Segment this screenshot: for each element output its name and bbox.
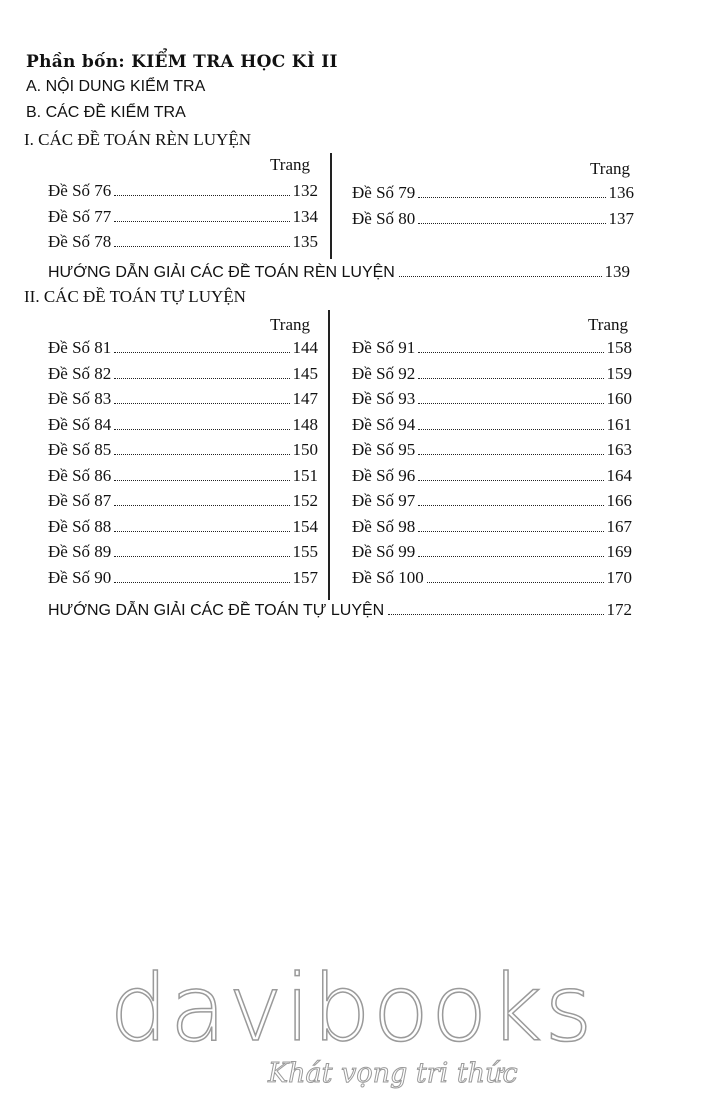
section-2-guide-entry <box>48 600 632 624</box>
entry-page: 137 <box>608 208 634 228</box>
toc-entry <box>48 517 318 541</box>
guide-page: 172 <box>606 600 632 619</box>
entry-page: 158 <box>606 338 632 357</box>
toc-entry <box>48 415 318 439</box>
leader-dots <box>114 531 289 532</box>
leader-dots <box>418 454 603 455</box>
entry-label: Đề Số 99 <box>352 542 416 561</box>
entry-label: Đề Số 79 <box>352 183 416 202</box>
entry-page: 157 <box>292 567 318 587</box>
entry-label: Đề Số 92 <box>352 363 416 383</box>
toc-entry <box>352 209 634 233</box>
entry-label: Đề Số 80 <box>352 208 416 228</box>
leader-dots <box>418 223 605 224</box>
entry-label: Đề Số 87 <box>48 491 112 510</box>
leader-dots <box>418 531 603 532</box>
toc-entry <box>48 181 318 205</box>
leader-dots <box>418 352 603 353</box>
entry-page: 151 <box>292 465 318 485</box>
entry-label: Đề Số 84 <box>48 414 112 434</box>
toc-entry <box>352 364 632 388</box>
entry-label: Đề Số 85 <box>48 440 112 459</box>
entry-label: Đề Số 97 <box>352 491 416 510</box>
guide-label: HƯỚNG DẪN GIẢI CÁC ĐỀ TOÁN TỰ LUYỆN <box>48 602 385 619</box>
toc-entry <box>48 491 318 515</box>
leader-dots <box>114 221 289 222</box>
entry-page: 161 <box>606 414 632 434</box>
section-2-column-divider <box>328 310 330 600</box>
entry-label: Đề Số 91 <box>352 338 416 357</box>
guide-label: HƯỚNG DẪN GIẢI CÁC ĐỀ TOÁN RÈN LUYỆN <box>48 264 395 281</box>
entry-page: 147 <box>292 389 318 408</box>
entry-page: 132 <box>292 181 318 200</box>
entry-label: Đề Số 83 <box>48 389 112 408</box>
toc-entry <box>48 232 318 256</box>
guide-page: 139 <box>604 262 630 281</box>
leader-dots <box>114 352 289 353</box>
entry-label: Đề Số 78 <box>48 232 112 251</box>
leader-dots <box>114 480 289 481</box>
leader-dots <box>418 480 603 481</box>
leader-dots <box>114 403 289 404</box>
leader-dots <box>114 429 289 430</box>
section-1-column-divider <box>330 153 332 259</box>
entry-page: 170 <box>606 567 632 587</box>
entry-page: 148 <box>292 414 318 434</box>
leader-dots <box>114 556 289 557</box>
entry-page: 160 <box>606 389 632 408</box>
section-a-heading: A. NỘI DUNG KIỂM TRA <box>26 78 206 95</box>
leader-dots <box>418 429 603 430</box>
entry-label: Đề Số 94 <box>352 414 416 434</box>
toc-entry <box>48 568 318 592</box>
toc-entry <box>48 364 318 388</box>
watermark-logo: davibooks <box>109 955 595 1062</box>
section-2-page-header-right: Trang <box>588 315 628 334</box>
section-1-guide-entry <box>48 262 630 286</box>
leader-dots <box>427 582 604 583</box>
toc-entry <box>352 542 632 566</box>
entry-label: Đề Số 98 <box>352 516 416 536</box>
toc-entry <box>48 338 318 362</box>
entry-page: 134 <box>292 206 318 226</box>
leader-dots <box>418 505 603 506</box>
entry-label: Đề Số 82 <box>48 363 112 383</box>
entry-label: Đề Số 76 <box>48 181 112 200</box>
section-1-page-header-left: Trang <box>270 155 310 174</box>
entry-label: Đề Số 86 <box>48 465 112 485</box>
section-2-title: II. CÁC ĐỀ TOÁN TỰ LUYỆN <box>24 287 246 306</box>
leader-dots <box>418 556 603 557</box>
section-1-page-header-right: Trang <box>590 159 630 178</box>
entry-page: 159 <box>606 363 632 383</box>
toc-entry <box>352 389 632 413</box>
part-title: Phần bốn: KIỂM TRA HỌC KÌ II <box>26 52 338 72</box>
leader-dots <box>114 246 289 247</box>
entry-page: 163 <box>606 440 632 459</box>
leader-dots <box>114 454 289 455</box>
entry-page: 169 <box>606 542 632 561</box>
entry-page: 150 <box>292 440 318 459</box>
toc-entry <box>48 542 318 566</box>
entry-page: 166 <box>606 491 632 510</box>
toc-entry <box>48 466 318 490</box>
entry-label: Đề Số 89 <box>48 542 112 561</box>
entry-page: 145 <box>292 363 318 383</box>
leader-dots <box>388 614 603 615</box>
toc-entry <box>352 440 632 464</box>
entry-label: Đề Số 88 <box>48 516 112 536</box>
leader-dots <box>418 378 603 379</box>
leader-dots <box>399 276 602 277</box>
entry-label: Đề Số 77 <box>48 206 112 226</box>
toc-entry <box>352 183 634 207</box>
entry-page: 152 <box>292 491 318 510</box>
leader-dots <box>114 195 289 196</box>
entry-page: 154 <box>292 516 318 536</box>
toc-entry <box>352 491 632 515</box>
toc-entry <box>352 338 632 362</box>
toc-entry <box>352 568 632 592</box>
entry-page: 164 <box>606 465 632 485</box>
entry-page: 136 <box>608 183 634 202</box>
leader-dots <box>114 505 289 506</box>
toc-entry <box>352 517 632 541</box>
leader-dots <box>418 403 603 404</box>
entry-label: Đề Số 100 <box>352 567 424 587</box>
entry-label: Đề Số 93 <box>352 389 416 408</box>
leader-dots <box>418 197 605 198</box>
section-2-page-header-left: Trang <box>270 315 310 334</box>
watermark-tagline: Khát vọng tri thức <box>268 1058 518 1089</box>
entry-label: Đề Số 95 <box>352 440 416 459</box>
section-b-heading: B. CÁC ĐỀ KIỂM TRA <box>26 104 186 121</box>
toc-entry <box>48 207 318 231</box>
toc-entry <box>352 415 632 439</box>
entry-page: 155 <box>292 542 318 561</box>
entry-page: 167 <box>606 516 632 536</box>
toc-entry <box>48 389 318 413</box>
entry-label: Đề Số 90 <box>48 567 112 587</box>
toc-entry <box>352 466 632 490</box>
entry-label: Đề Số 81 <box>48 338 112 357</box>
leader-dots <box>114 378 289 379</box>
entry-page: 135 <box>292 232 318 251</box>
entry-label: Đề Số 96 <box>352 465 416 485</box>
section-1-title: I. CÁC ĐỀ TOÁN RÈN LUYỆN <box>24 130 251 149</box>
leader-dots <box>114 582 289 583</box>
entry-page: 144 <box>292 338 318 357</box>
toc-entry <box>48 440 318 464</box>
